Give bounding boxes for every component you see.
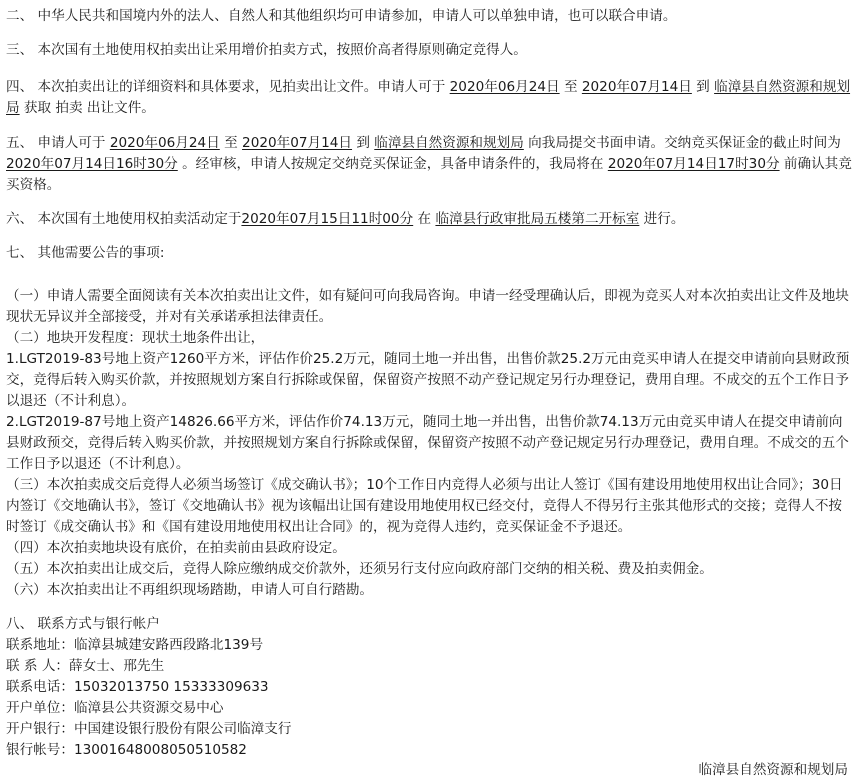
contact-phone: 联系电话：15032013750 15333309633	[6, 679, 269, 695]
contact-address: 联系地址：临漳县城建安路西段路北139号	[6, 637, 264, 653]
date-end: 2020年07月14日	[581, 79, 692, 95]
section-8: 八、 联系方式与银行帐户	[6, 616, 160, 632]
contact-person: 联 系 人：薛女士、邢先生	[6, 658, 165, 674]
item-2-parcel-87: 2.LGT2019-87号地上资产14826.66平方米，评估作价74.13万元，随同土地一并出售，出售价款74.13万元由竞买申请人在提交申请前向县财政预交，竞得后转入购买价款，并按照规划方案自行拆除或保留，保留资产按照不动产登记规定另行办理登记，费用自理。不成交的五个工作日予以退还（不计利息）。	[6, 414, 849, 472]
auction-time: 2020年07月15日11时00分	[241, 211, 414, 227]
section-7: 七、 其他需要公告的事项:	[6, 245, 165, 261]
item-2: （二）地块开发程度：现状土地条件出让，	[6, 330, 265, 346]
auction-place: 临漳县行政审批局五楼第二开标室	[435, 211, 640, 227]
section-4: 四、 本次拍卖出让的详细资料和具体要求，见拍卖出让文件。申请人可于 2020年06月24日 至 2020年07月14日 到 临漳县自然资源和规划局 获取 拍卖 出让文件。	[6, 79, 851, 116]
item-1: （一）申请人需要全面阅读有关本次拍卖出让文件，如有疑问可向我局咨询。申请一经受理确认后，即视为竞买人对本次拍卖出让文件及地块现状无异议并全部接受，并对有关承诺承担法律责任。	[6, 288, 849, 325]
qualification-time: 2020年07月14日17时30分	[607, 156, 780, 172]
section-3: 三、 本次国有土地使用权拍卖出让采用增价拍卖方式，按照价高者得原则确定竞得人。	[6, 42, 527, 58]
item-5: （五）本次拍卖出让成交后，竞得人除应缴纳成交价款外，还须另行支付应向政府部门交纳的相关税、费及拍卖佣金。	[6, 561, 713, 577]
deposit-deadline: 2020年07月14日16时30分	[6, 156, 178, 172]
section-2: 二、 中华人民共和国境内外的法人、自然人和其他组织均可申请参加，申请人可以单独申请，也可以联合申请。	[6, 8, 677, 24]
org-name: 临漳县自然资源和规划局	[6, 79, 851, 116]
org-name: 临漳县自然资源和规划局	[374, 135, 524, 151]
section-6: 六、 本次国有土地使用权拍卖活动定于2020年07月15日11时00分 在 临漳县行政审批局五楼第二开标室 进行。	[6, 211, 685, 227]
item-2-parcel-83: 1.LGT2019-83号地上资产1260平方米，评估作价25.2万元，随同土地一并出售，出售价款25.2万元由竞买申请人在提交申请前向县财政预交，竞得后转入购买价款，并按照规划方案自行拆除或保留，保留资产按照不动产登记规定另行办理登记，费用自理。不成交的五个工作日予以退还（不计利息）。	[6, 351, 850, 409]
item-4: （四）本次拍卖地块设有底价，在拍卖前由县政府设定。	[6, 540, 346, 556]
account-unit: 开户单位：临漳县公共资源交易中心	[6, 700, 224, 716]
date-start: 2020年06月24日	[109, 135, 220, 151]
item-3: （三）本次拍卖成交后竞得人必须当场签订《成交确认书》；10个工作日内竞得人必须与出让人签订《国有建设用地使用权出让合同》；30日内签订《交地确认书》，签订《交地确认书》视为该幅出让国有建设用地使用权已经交付，竞得人不得另行主张其他形式的交接；竞得人不按时签订《成交确认书》和《国有建设用地使用权出让合同》的，视为竞得人违约，竞买保证金不予退还。	[6, 477, 843, 535]
account-bank: 开户银行：中国建设银行股份有限公司临漳支行	[6, 721, 292, 737]
section-5: 五、 申请人可于 2020年06月24日 至 2020年07月14日 到 临漳县自然资源和规划局 向我局提交书面申请。交纳竞买保证金的截止时间为2020年07月14日16时30分 。经审核，申请人按规定交纳竞买保证金，具备申请条件的，我局将在 2020年07月14日17时30分 前确认其竞买资格。	[6, 135, 852, 193]
date-end: 2020年07月14日	[242, 135, 353, 151]
account-number: 银行帐号：13001648008050510582	[6, 742, 247, 758]
issuer-signature: 临漳县自然资源和规划局	[698, 762, 848, 778]
date-start: 2020年06月24日	[449, 79, 560, 95]
item-6: （六）本次拍卖出让不再组织现场踏勘，申请人可自行踏勘。	[6, 582, 374, 598]
